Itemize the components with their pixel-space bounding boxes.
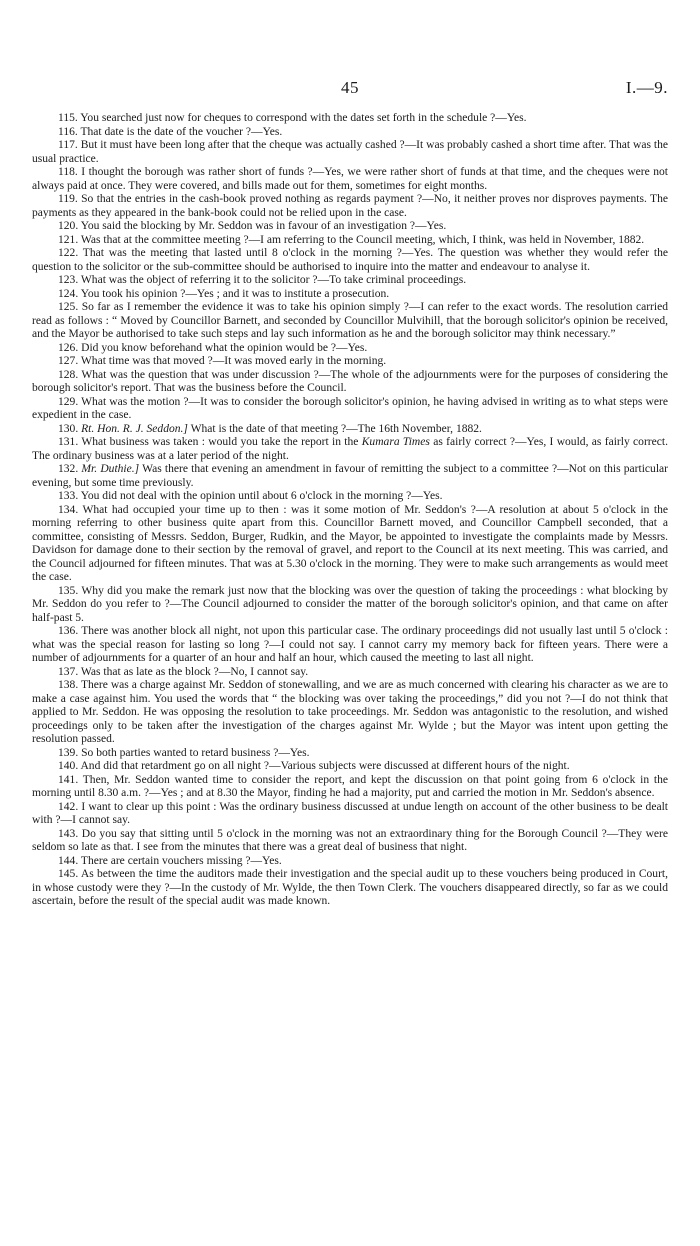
speaker-name: Mr. Duthie.] — [81, 463, 140, 475]
paragraph-text: So that the entries in the cash-book proved nothing as regards payment ?—No, it neither proves nor disproves payments. The payments as they appeared in the bank-book could not be relied upon in the case. — [32, 193, 668, 219]
paragraph-122 — [32, 247, 668, 274]
question-number: 120. — [58, 220, 79, 232]
paragraph-131 — [32, 436, 668, 463]
paragraph-128 — [32, 369, 668, 396]
paragraph-text: Was that as late as the block ?—No, I cannot say. — [80, 665, 309, 678]
paragraph-116 — [32, 126, 668, 140]
paragraph-text: Was that at the committee meeting ?—I am referring to the Council meeting, which, I think, was held in November, 1882. — [80, 233, 645, 246]
paragraph-text: There are certain vouchers missing ?—Yes. — [80, 854, 282, 867]
question-number: 119. — [58, 193, 78, 205]
paragraph-145 — [32, 868, 668, 909]
page-number: 45 — [341, 78, 359, 97]
paragraph-141 — [32, 774, 668, 801]
newspaper-title: Kumara Times — [361, 436, 430, 448]
paragraph-text: Then, Mr. Seddon wanted time to consider the report, and kept the discussion on that point going from 6 o'clock in the morning until 8.30 a.m. ?—Yes ; and at 8.30 the Mayor, finding he had a majority, put and carried the motion in Mr. Seddon's absence. — [32, 773, 668, 799]
paragraph-143 — [32, 828, 668, 855]
question-number: 123. — [58, 274, 79, 286]
question-number: 128. — [58, 368, 79, 381]
question-number: 121. — [58, 233, 79, 246]
paragraph-144 — [32, 855, 668, 869]
paragraph-124 — [32, 288, 668, 302]
paragraph-138 — [32, 679, 668, 747]
paragraph-text: There was a charge against Mr. Seddon of stonewalling, and we are as much concerned with clearing his character as we are to make a case against him. You used the words that “ the blocking was over taking the proceedings,” did you not ?—I do not think that applied to Mr. Seddon. He was opposing the resolution to take proceedings. Mr. Seddon was antagonistic to the resolution, and wished proceedings only to be taken after the investigation of the charges against Mr. Wylde ; but the Mayor was intent upon getting the resolution passed. — [32, 679, 668, 745]
paragraph-120 — [32, 220, 668, 234]
paragraph-text: What was the object of referring it to the solicitor ?—To take criminal proceedings. — [80, 274, 467, 286]
paragraph-text: Was there that evening an amendment in favour of remitting the subject to a committee ?—Not on this particular evening, but some time previously. — [32, 463, 668, 489]
paragraph-126 — [32, 342, 668, 356]
paragraph-text: And did that retardment go on all night ?—Various subjects were discussed at different hours of the night. — [80, 760, 570, 772]
paragraph-121 — [32, 234, 668, 248]
paragraph-text: What business was taken : would you take the report in the — [81, 436, 359, 448]
question-number: 116. — [58, 125, 78, 138]
paragraph-text: Why did you make the remark just now that the blocking was over the question of taking the proceedings : what blocking by Mr. Seddon do you refer to ?—The Council adjourned to consider the matter of the borough solicitor's opinion, and that came on after half-past 5. — [32, 584, 668, 624]
speaker-name: Rt. Hon. R. J. Seddon.] — [81, 422, 188, 435]
question-number: 141. — [58, 773, 79, 786]
paragraph-119 — [32, 193, 668, 220]
paragraph-text: Did you know beforehand what the opinion would be ?—Yes. — [81, 341, 368, 354]
question-number: 127. — [58, 355, 79, 367]
paragraph-130 — [32, 423, 668, 437]
question-number: 117. — [58, 139, 78, 151]
paragraph-text: But it must have been long after that the cheque was actually cashed ?—It was probably cashed a short time after. That was the usual practice. — [32, 139, 668, 165]
paragraph-136 — [32, 625, 668, 666]
question-number: 133. — [58, 490, 79, 502]
paragraph-127 — [32, 355, 668, 369]
paragraph-text: What had occupied your time up to then : was it some motion of Mr. Seddon's ?—A resolution at about 5 o'clock in the morning referring to other business quite apart from this. Councillor Barnett moved, and Councillor Campbell seconded, that a committee, consisting of Messrs. Seddon, Burger, Rudkin, and the Mayor, be appointed to investigate the complaints made by Messrs. Davidson for damage done to their section by the removal of gravel, and report to the Council at its next meeting. This was carried, and the Council adjourned for fifteen minutes. That was at 5.30 o'clock in the morning. They were to make such arrangements as would meet the case. — [32, 503, 668, 583]
question-number: 138. — [58, 679, 79, 691]
question-number: 118. — [58, 166, 78, 178]
paragraph-text: What time was that moved ?—It was moved early in the morning. — [80, 355, 387, 367]
paragraph-text-continued: as fairly correct ?—Yes, I would, as fairly correct. The ordinary business was at a later period of the night. — [32, 436, 668, 462]
question-number: 135. — [58, 584, 79, 597]
paragraph-142 — [32, 801, 668, 828]
question-number: 137. — [58, 665, 79, 678]
page-header — [32, 78, 668, 100]
question-number: 140. — [58, 760, 79, 772]
paragraph-137 — [32, 666, 668, 680]
paragraph-118 — [32, 166, 668, 193]
question-number: 126. — [58, 341, 79, 354]
question-number: 125. — [58, 301, 79, 313]
paragraph-text: As between the time the auditors made their investigation and the special audit up to these vouchers being produced in Court, in whose custody were they ?—In the custody of Mr. Wylde, the then Town Clerk. The vouchers disappeared directly, so far as we could ascertain, before the result of the special audit was made known. — [32, 868, 669, 907]
paragraph-115 — [32, 112, 668, 126]
question-number: 122. — [58, 247, 79, 259]
question-number: 130. — [58, 422, 79, 435]
document-reference: I.—9. — [625, 78, 668, 97]
paragraph-129 — [32, 396, 668, 423]
paragraph-133 — [32, 490, 668, 504]
paragraph-text: You took his opinion ?—Yes ; and it was to institute a prosecution. — [80, 287, 390, 300]
paragraph-135 — [32, 585, 668, 626]
question-number: 129. — [58, 395, 79, 408]
question-number: 132. — [58, 463, 79, 475]
question-number: 139. — [58, 746, 79, 759]
question-number: 145. — [58, 868, 79, 880]
paragraph-text: There was another block all night, not upon this particular case. The ordinary proceedings did not usually last until 5 o'clock : what was the special reason for lasting so long ?—I could not say. I cannot carry my memory back for fifteen years. There were a number of adjournments for a quarter of an hour and half an hour, which caused the meeting to last all night. — [32, 625, 668, 664]
paragraph-text: You did not deal with the opinion until about 6 o'clock in the morning ?—Yes. — [80, 490, 443, 502]
paragraph-text: So both parties wanted to retard business ?—Yes. — [81, 746, 310, 759]
question-number: 143. — [58, 827, 79, 840]
paragraph-text: What was the motion ?—It was to consider the borough solicitor's opinion, he having advised in writing as to what steps were expedient in the case. — [32, 395, 668, 421]
body-text — [32, 112, 668, 909]
paragraph-132 — [32, 463, 668, 490]
paragraph-125 — [32, 301, 668, 342]
question-number: 136. — [58, 625, 79, 637]
paragraph-text: Do you say that sitting until 5 o'clock in the morning was not an extraordinary thing for the Borough Council ?—They were seldom so late as that. I see from the minutes that there was a great deal of business that night. — [32, 827, 669, 853]
question-number: 144. — [58, 854, 79, 867]
question-number: 124. — [58, 287, 79, 300]
paragraph-text: You said the blocking by Mr. Seddon was in favour of an investigation ?—Yes. — [80, 220, 447, 232]
paragraph-123 — [32, 274, 668, 288]
question-number: 115. — [58, 112, 78, 124]
paragraph-140 — [32, 760, 668, 774]
paragraph-text: That was the meeting that lasted until 8 o'clock in the morning ?—Yes. The question was whether they would refer the question to the solicitor or the sub-committee should be authorised to inquire into the matter and endeavour to analyse it. — [32, 247, 668, 273]
paragraph-117 — [32, 139, 668, 166]
paragraph-text: What is the date of that meeting ?—The 16th November, 1882. — [190, 422, 482, 435]
paragraph-text: That date is the date of the voucher ?—Yes. — [80, 125, 283, 138]
paragraph-text: What was the question that was under discussion ?—The whole of the adjournments were for the purposes of considering the borough solicitor's report. That was the business before the Council. — [32, 368, 668, 394]
question-number: 134. — [58, 503, 79, 516]
paragraph-text: I want to clear up this point : Was the ordinary business discussed at undue length on account of the other business to be dealt with ?—I cannot say. — [32, 800, 668, 826]
paragraph-134 — [32, 504, 668, 585]
paragraph-text: You searched just now for cheques to correspond with the dates set forth in the schedule ?—Yes. — [80, 112, 527, 124]
paragraph-text: I thought the borough was rather short of funds ?—Yes, we were rather short of funds at that time, and the cheques were not always paid at once. They were covered, and bills made out for them, sometimes for eight months. — [32, 166, 668, 192]
paragraph-139 — [32, 747, 668, 761]
paragraph-text: So far as I remember the evidence it was to take his opinion simply ?—I can refer to the exact words. The resolution carried read as follows : “ Moved by Councillor Barnett, and seconded by Councillor Mulvihill, that the borough solicitor's opinion be received, and the Mayor be authorised to take such steps and lay such information as he and the borough solicitor may think necessary.” — [32, 301, 668, 340]
question-number: 142. — [58, 800, 79, 813]
question-number: 131. — [58, 436, 79, 448]
